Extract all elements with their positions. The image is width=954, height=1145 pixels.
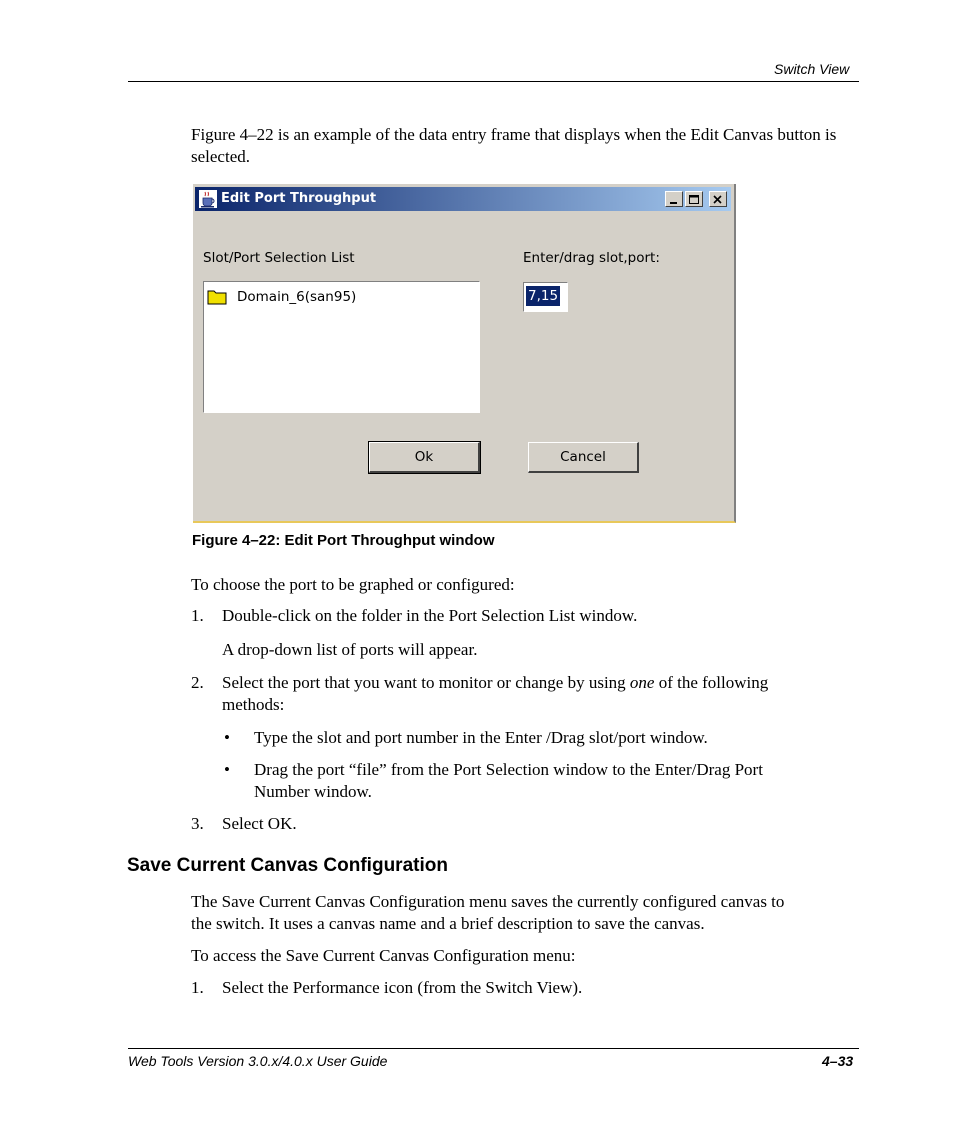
bullet-2-marker: • — [224, 760, 230, 779]
bullet-2-text: Drag the port “file” from the Port Selection window to the Enter/Drag Port — [254, 760, 763, 779]
bullet-1-text: Type the slot and port number in the Enter /Drag slot/port window. — [254, 728, 708, 747]
close-button[interactable] — [709, 191, 727, 207]
step-1-text: Double-click on the folder in the Port Selection List window. — [222, 606, 638, 625]
dialog-title: Edit Port Throughput — [221, 191, 377, 206]
maximize-button[interactable] — [685, 191, 703, 207]
minimize-button[interactable] — [665, 191, 683, 207]
bullet-1-marker: • — [224, 728, 230, 747]
step-2-number: 2. — [191, 673, 204, 692]
step-2-text-b: of the following — [654, 673, 769, 692]
section-paragraph-line1: The Save Current Canvas Configuration menu saves the currently configured canvas to — [191, 892, 785, 911]
step-3-number: 3. — [191, 814, 204, 833]
step-2-text — [222, 672, 768, 694]
slot-port-entry-field[interactable] — [523, 282, 568, 312]
step-2-emphasis: one — [629, 673, 655, 692]
step-2-text-a: Select the port that you want to monitor or change by using — [222, 673, 630, 692]
dialog-titlebar[interactable] — [195, 187, 731, 211]
header-rule — [128, 81, 859, 82]
tree-item-domain[interactable] — [207, 288, 356, 305]
step-1-note: A drop-down list of ports will appear. — [222, 640, 478, 659]
steps-intro: To choose the port to be graphed or configured: — [191, 575, 515, 594]
step-2-text-line2: methods: — [222, 695, 285, 714]
footer-rule — [128, 1048, 859, 1049]
java-cup-icon — [199, 190, 217, 208]
slot-port-list-label: Slot/Port Selection List — [203, 250, 355, 266]
page-number: 4–33 — [822, 1053, 854, 1069]
folder-icon — [207, 288, 227, 305]
minimize-icon — [666, 193, 682, 207]
figure-caption: Figure 4–22: Edit Port Throughput window — [192, 532, 495, 549]
intro-paragraph: Figure 4–22 is an example of the data entry frame that displays when the Edit Canvas button is selected. — [191, 125, 837, 166]
section-step-1-text: Select the Performance icon (from the Switch View). — [222, 978, 583, 997]
close-icon — [710, 193, 726, 207]
maximize-icon — [686, 193, 702, 207]
entry-value: 7,15 — [528, 288, 559, 304]
step-1-number: 1. — [191, 606, 204, 625]
edit-port-throughput-dialog — [193, 184, 736, 523]
enter-drag-label: Enter/drag slot,port: — [523, 250, 660, 266]
section-paragraph-line2: the switch. It uses a canvas name and a brief description to save the canvas. — [191, 914, 705, 933]
section-paragraph-2: To access the Save Current Canvas Configuration menu: — [191, 946, 576, 965]
section-heading: Save Current Canvas Configuration — [127, 855, 448, 876]
section-step-1-number: 1. — [191, 978, 204, 997]
footer-guide-title: Web Tools Version 3.0.x/4.0.x User Guide — [128, 1053, 388, 1069]
bullet-2-text-line2: Number window. — [254, 782, 372, 801]
tree-item-label: Domain_6(san95) — [237, 288, 357, 305]
slot-port-selection-list[interactable] — [203, 281, 480, 413]
ok-button[interactable]: Ok — [369, 442, 480, 473]
cancel-button[interactable]: Cancel — [528, 442, 639, 473]
step-3-text: Select OK. — [222, 814, 297, 833]
running-header: Switch View — [774, 61, 850, 77]
